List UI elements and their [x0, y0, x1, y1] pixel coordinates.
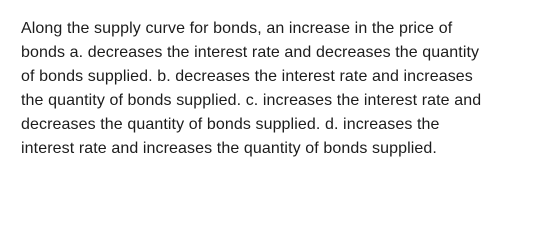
question-text	[21, 17, 551, 161]
question-line: Along the supply curve for bonds, an increase in the price of	[21, 20, 453, 37]
question-line: the quantity of bonds supplied. c. increases the interest rate and	[21, 92, 482, 109]
question-line: interest rate and increases the quantity of bonds supplied.	[21, 140, 437, 157]
question-line: bonds a. decreases the interest rate and decreases the quantity	[21, 44, 480, 61]
question-line: decreases the quantity of bonds supplied. d. increases the	[21, 116, 440, 133]
question-line: of bonds supplied. b. decreases the interest rate and increases	[21, 68, 473, 85]
